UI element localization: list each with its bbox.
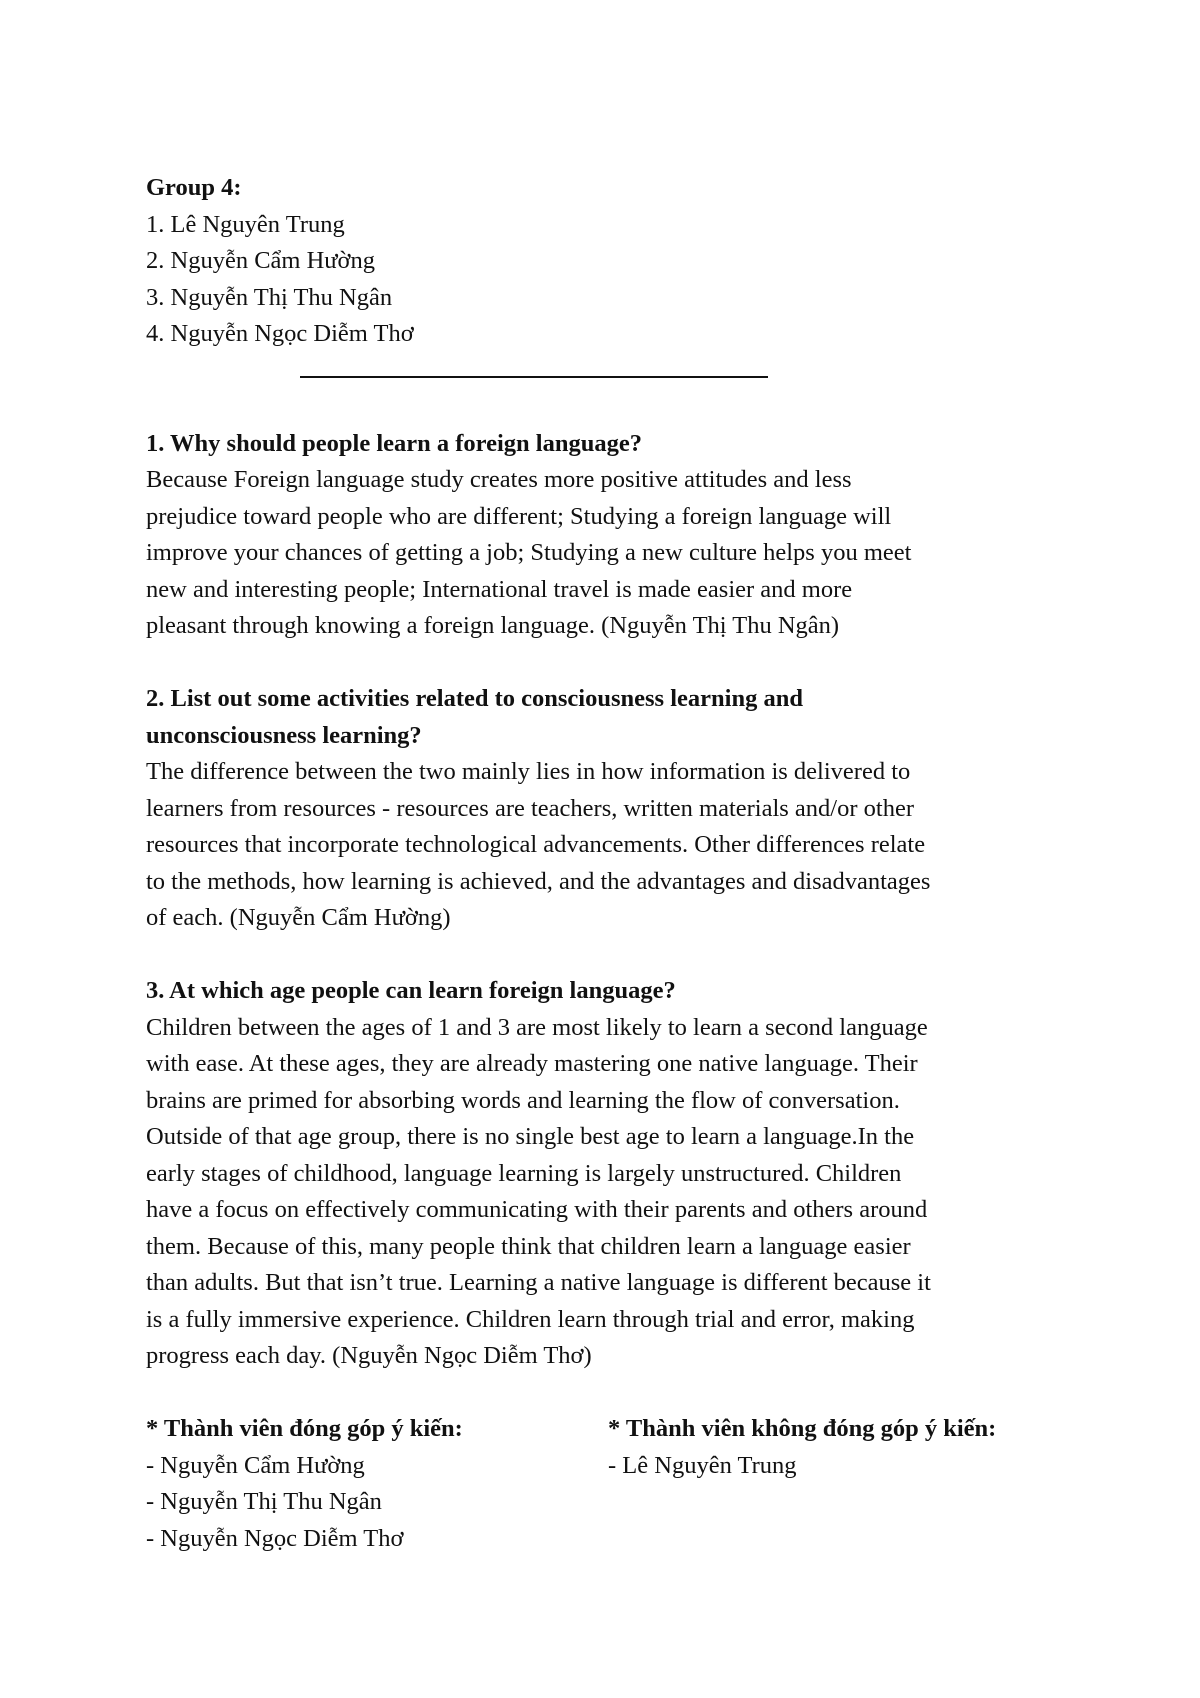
answer-line: Children between the ages of 1 and 3 are most likely to learn a second language	[146, 1013, 928, 1041]
group-section	[146, 170, 1066, 353]
answer-line: is a fully immersive experience. Children learn through trial and error, making	[146, 1305, 915, 1333]
answer-line: have a focus on effectively communicating with their parents and others around	[146, 1196, 928, 1223]
question-2-heading: 2. List out some activities related to consciousness learning and	[146, 685, 803, 712]
answer-line: new and interesting people; International travel is made easier and more	[146, 575, 853, 603]
spacer	[146, 937, 1066, 974]
contribution-section	[146, 1411, 1066, 1557]
question-2-answer	[146, 754, 1066, 937]
question-2-heading: unconsciousness learning?	[146, 721, 422, 749]
question-3-heading: 3. At which age people can learn foreign language?	[146, 977, 676, 1004]
spacer	[146, 353, 1066, 426]
answer-line: Because Foreign language study creates more positive attitudes and less	[146, 466, 852, 493]
non-contributor-item: - Lê Nguyên Trung	[608, 1451, 797, 1479]
spacer	[146, 645, 1066, 682]
answer-line: of each. (Nguyễn Cẩm Hường)	[146, 904, 451, 931]
answer-line: with ease. At these ages, they are already mastering one native language. Their	[146, 1050, 918, 1077]
document-page	[146, 170, 1066, 1557]
answer-line: early stages of childhood, language learning is largely unstructured. Children	[146, 1159, 902, 1187]
question-1-heading: 1. Why should people learn a foreign language?	[146, 429, 642, 457]
non-contributors-title: * Thành viên không đóng góp ý kiến:	[608, 1415, 997, 1442]
question-3-section	[146, 973, 1066, 1375]
answer-line: to the methods, how learning is achieved, and the advantages and disadvantages	[146, 867, 931, 895]
answer-line: Outside of that age group, there is no single best age to learn a language.In the	[146, 1123, 915, 1150]
answer-line: learners from resources - resources are teachers, written materials and/or other	[146, 794, 914, 822]
question-1-section	[146, 426, 1066, 645]
question-2-section	[146, 681, 1066, 937]
group-title: Group 4:	[146, 174, 242, 201]
answer-line: progress each day. (Nguyễn Ngọc Diễm Thơ)	[146, 1342, 592, 1369]
member-item: 2. Nguyễn Cẩm Hường	[146, 247, 376, 274]
contributors-column	[146, 1411, 608, 1557]
answer-line: brains are primed for absorbing words and learning the flow of conversation.	[146, 1086, 900, 1114]
answer-line: pleasant through knowing a foreign language. (Nguyễn Thị Thu Ngân)	[146, 612, 840, 639]
answer-line: prejudice toward people who are different; Studying a foreign language will	[146, 502, 892, 530]
member-item: 3. Nguyễn Thị Thu Ngân	[146, 283, 393, 311]
question-1-answer	[146, 462, 1066, 645]
non-contributors-column	[608, 1411, 1066, 1557]
contributor-item: - Nguyễn Cẩm Hường	[146, 1451, 365, 1479]
answer-line: them. Because of this, many people think that children learn a language easier	[146, 1232, 911, 1260]
answer-line: improve your chances of getting a job; Studying a new culture helps you meet	[146, 539, 912, 566]
member-item: 4. Nguyễn Ngọc Diễm Thơ	[146, 320, 414, 347]
answer-line: than adults. But that isn’t true. Learning a native language is different because it	[146, 1269, 931, 1296]
question-3-answer	[146, 1010, 1066, 1375]
answer-line: resources that incorporate technological advancements. Other differences relate	[146, 831, 926, 858]
spacer	[146, 1375, 1066, 1412]
answer-line: The difference between the two mainly lies in how information is delivered to	[146, 758, 911, 785]
member-item: 1. Lê Nguyên Trung	[146, 210, 345, 238]
contributor-item: - Nguyễn Ngọc Diễm Thơ	[146, 1524, 404, 1552]
contributor-item: - Nguyễn Thị Thu Ngân	[146, 1488, 382, 1515]
contributors-title: * Thành viên đóng góp ý kiến:	[146, 1415, 463, 1442]
